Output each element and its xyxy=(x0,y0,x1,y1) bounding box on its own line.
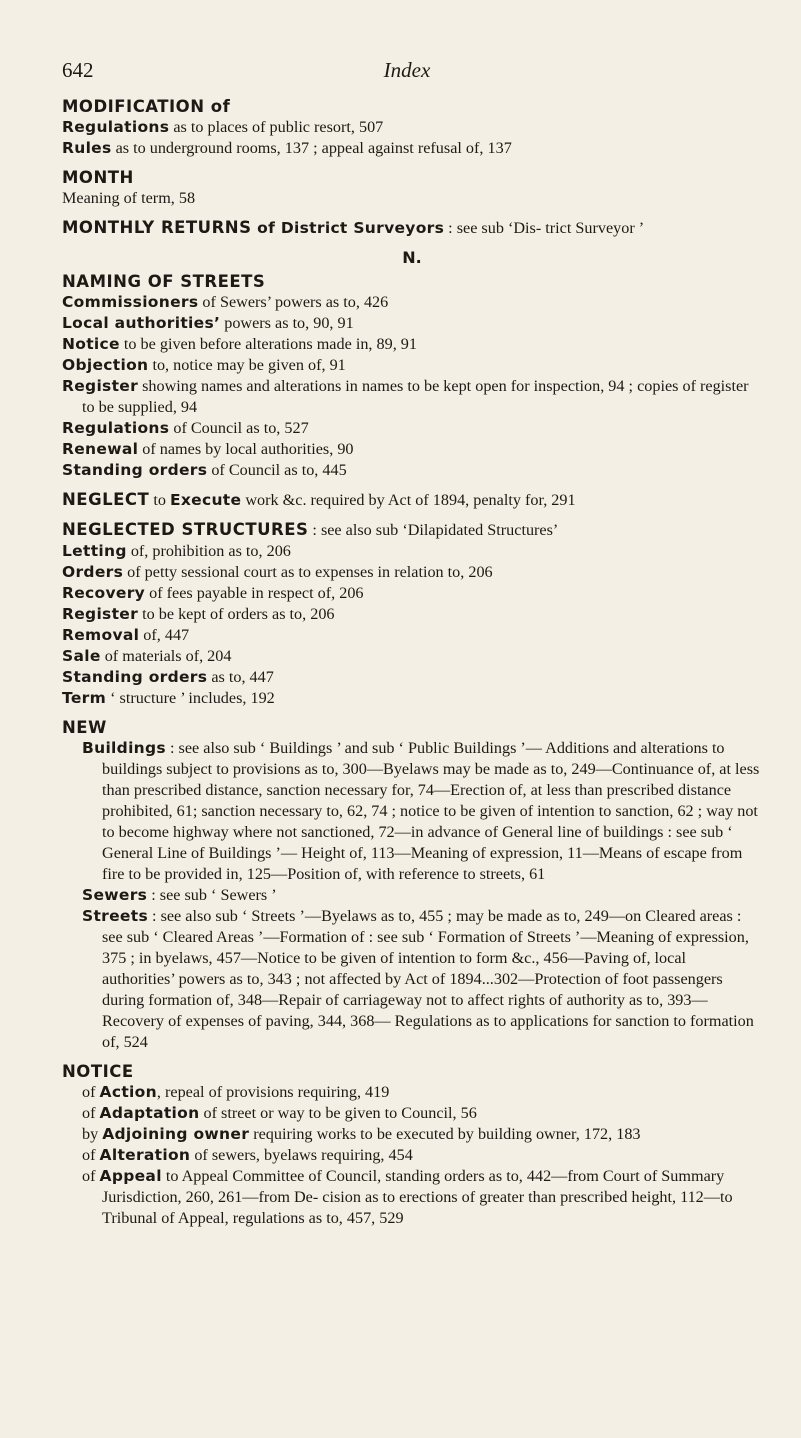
sub-text: of fees payable in respect of, 206 xyxy=(145,584,364,602)
sub-text: powers as to, 90, 91 xyxy=(220,314,354,332)
sub-text: of street or way to be given to Council, 56 xyxy=(199,1104,477,1122)
sub-keyword: Local authorities’ xyxy=(62,314,221,332)
sub-keyword: Register xyxy=(62,605,139,623)
sub-keyword: Buildings xyxy=(82,739,166,757)
sub-keyword: Term xyxy=(62,689,107,707)
index-content xyxy=(62,96,762,1229)
sub-text: to be given before alterations made in, 89, 91 xyxy=(119,335,417,353)
sub-entry xyxy=(62,1124,762,1145)
section-letter: N. xyxy=(402,248,422,267)
index-entry-monthly-returns xyxy=(62,217,762,239)
index-entry-notice xyxy=(62,1061,762,1229)
index-entry-naming-of-streets xyxy=(62,271,762,481)
sub-text: : see also sub ‘ Buildings ’ and sub ‘ Public Buildings ’— Additions and alterations to buildings subject to provisions as to, 300—Byelaws may be made as to, 249—Continuance of, at less than prescribed distance, sanction necessary for, 74—Erection of, at less than prescribed distance prohibited, 61; sanction necessary to, 62, 74 ; notice to be given of intention to sanction, 62 ; way not to become highway where not sanctioned, 72—in advance of General line of buildings : see sub ‘ General Line of Buildings ’— Height of, 113—Meaning of expression, 11—Means of escape from fire to be provided in, 125—Position of, with reference to streets, 61 xyxy=(102,739,760,883)
sub-keyword: Regulations xyxy=(62,419,170,437)
sub-text: of names by local authorities, 90 xyxy=(138,440,354,458)
sub-entry xyxy=(62,562,762,583)
entry-heading: NEGLECT xyxy=(62,490,150,509)
heading-rest: to xyxy=(149,491,170,509)
sub-text: to, notice may be given of, 91 xyxy=(148,356,346,374)
sub-entry xyxy=(62,667,762,688)
sub-text: requiring works to be executed by building owner, 172, 183 xyxy=(249,1125,641,1143)
sub-entry xyxy=(62,906,762,1053)
entry-heading: NAMING OF STREETS xyxy=(62,272,266,291)
sub-text: of sewers, byelaws requiring, 454 xyxy=(190,1146,413,1164)
sub-entry xyxy=(62,625,762,646)
entry-heading-line xyxy=(62,519,762,541)
sub-text: of materials of, 204 xyxy=(100,647,232,665)
sub-entry xyxy=(62,646,762,667)
sub-entry xyxy=(62,885,762,906)
index-entry-month xyxy=(62,167,762,209)
sub-keyword: Streets xyxy=(82,907,148,925)
sub-keyword: Notice xyxy=(62,335,120,353)
entry-heading: MONTH xyxy=(62,168,134,187)
entry-heading: NEW xyxy=(62,718,107,737)
sub-keyword: Action xyxy=(99,1083,157,1101)
sub-text: of, 447 xyxy=(139,626,190,644)
heading-rest: : see sub ‘Dis- trict Surveyor ’ xyxy=(444,219,645,237)
index-entry-new xyxy=(62,717,762,1053)
sub-keyword: Adjoining owner xyxy=(102,1125,250,1143)
sub-entry xyxy=(62,439,762,460)
running-head xyxy=(62,58,752,82)
sub-entry xyxy=(62,138,762,159)
sub-prefix: of xyxy=(82,1104,100,1122)
heading-keyword: Execute xyxy=(169,491,242,509)
page-number: 642 xyxy=(62,58,94,82)
sub-entry xyxy=(62,1082,762,1103)
sub-keyword: Appeal xyxy=(99,1167,162,1185)
sub-entry xyxy=(62,738,762,885)
sub-text: of Sewers’ powers as to, 426 xyxy=(198,293,389,311)
entry-heading xyxy=(62,96,762,117)
sub-entry xyxy=(62,583,762,604)
sub-entry xyxy=(62,334,762,355)
sub-keyword: Standing orders xyxy=(62,461,208,479)
sub-keyword: Letting xyxy=(62,542,127,560)
sub-keyword: Rules xyxy=(62,139,112,157)
heading-keyword: of District Surveyors xyxy=(251,219,445,237)
sub-text: as to underground rooms, 137 ; appeal against refusal of, 137 xyxy=(111,139,512,157)
sub-text: as to, 447 xyxy=(207,668,274,686)
sub-text: , repeal of provisions requiring, 419 xyxy=(156,1083,390,1101)
running-title: Index xyxy=(383,58,431,82)
sub-text: of Council as to, 527 xyxy=(169,419,309,437)
heading-rest: : see also sub ‘Dilapidated Structures’ xyxy=(308,521,559,539)
sub-text: of, prohibition as to, 206 xyxy=(126,542,291,560)
sub-keyword: Sale xyxy=(62,647,101,665)
sub-text: : see also sub ‘ Streets ’—Byelaws as to, 455 ; may be made as to, 249—on Cleared areas : see sub ‘ Cleared Areas ’—Formation of : see sub ‘ Formation of Streets ’—Meaning of expression, 375 ; in byelaws, 457—Notice to be given of intention to form &c., 456—Paving of, local authorities’ powers as to, 343 ; not affected by Act of 1894...302—Protection of foot passengers during formation of, 348—Repair of carriageway not to affect rights of authority as to, 393—Recovery of expenses of paving, 344, 368— Regulations as to applications for sanction to formation of, 524 xyxy=(102,907,754,1051)
sub-prefix: of xyxy=(82,1167,100,1185)
sub-keyword: Recovery xyxy=(62,584,146,602)
sub-entry xyxy=(62,460,762,481)
sub-text: to Appeal Committee of Council, standing orders as to, 442—from Court of Summary Jurisdiction, 260, 261—from De- cision as to erections of greater than prescribed height, 112—to Tribunal of Appeal, regulations as to, 457, 529 xyxy=(102,1167,733,1227)
sub-text: showing names and alterations in names to be kept open for inspection, 94 ; copies of register to be supplied, 94 xyxy=(82,377,749,416)
sub-keyword: Renewal xyxy=(62,440,139,458)
sub-text: to be kept of orders as to, 206 xyxy=(138,605,335,623)
index-entry-neglect xyxy=(62,489,762,511)
sub-keyword: Alteration xyxy=(99,1146,191,1164)
sub-keyword: Commissioners xyxy=(62,293,199,311)
heading-text: MODIFICATION of xyxy=(62,97,231,116)
entry-heading: NEGLECTED STRUCTURES xyxy=(62,520,309,539)
sub-entry xyxy=(62,688,762,709)
entry-heading: NOTICE xyxy=(62,1062,134,1081)
sub-entry xyxy=(62,355,762,376)
sub-entry xyxy=(62,292,762,313)
sub-entry xyxy=(62,1166,762,1229)
sub-entry xyxy=(62,1103,762,1124)
sub-text: of Council as to, 445 xyxy=(207,461,347,479)
sub-entry xyxy=(62,1145,762,1166)
sub-text: : see sub ‘ Sewers ’ xyxy=(147,886,277,904)
index-entry-modification xyxy=(62,96,762,159)
sub-prefix: of xyxy=(82,1146,100,1164)
sub-keyword: Orders xyxy=(62,563,124,581)
sub-prefix: of xyxy=(82,1083,100,1101)
sub-keyword: Sewers xyxy=(82,886,148,904)
sub-entry: Meaning of term, 58 xyxy=(62,189,196,207)
sub-prefix: by xyxy=(82,1125,103,1143)
entry-heading-line xyxy=(62,489,762,511)
sub-keyword: Objection xyxy=(62,356,149,374)
sub-entry xyxy=(62,541,762,562)
heading-rest-2: work &c. required by Act of 1894, penalty for, 291 xyxy=(241,491,576,509)
sub-keyword: Register xyxy=(62,377,139,395)
sub-keyword: Standing orders xyxy=(62,668,208,686)
entry-heading-line xyxy=(62,217,762,239)
sub-entry xyxy=(62,117,762,138)
sub-keyword: Adaptation xyxy=(99,1104,200,1122)
sub-entry xyxy=(62,376,762,418)
sub-keyword: Regulations xyxy=(62,118,170,136)
sub-entry xyxy=(62,418,762,439)
sub-entry xyxy=(62,604,762,625)
sub-text: of petty sessional court as to expenses in relation to, 206 xyxy=(123,563,493,581)
index-entry-neglected-structures xyxy=(62,519,762,709)
sub-text: ‘ structure ’ includes, 192 xyxy=(106,689,275,707)
sub-keyword: Removal xyxy=(62,626,140,644)
entry-heading: MONTHLY RETURNS xyxy=(62,218,252,237)
sub-text: as to places of public resort, 507 xyxy=(169,118,384,136)
sub-entry xyxy=(62,313,762,334)
